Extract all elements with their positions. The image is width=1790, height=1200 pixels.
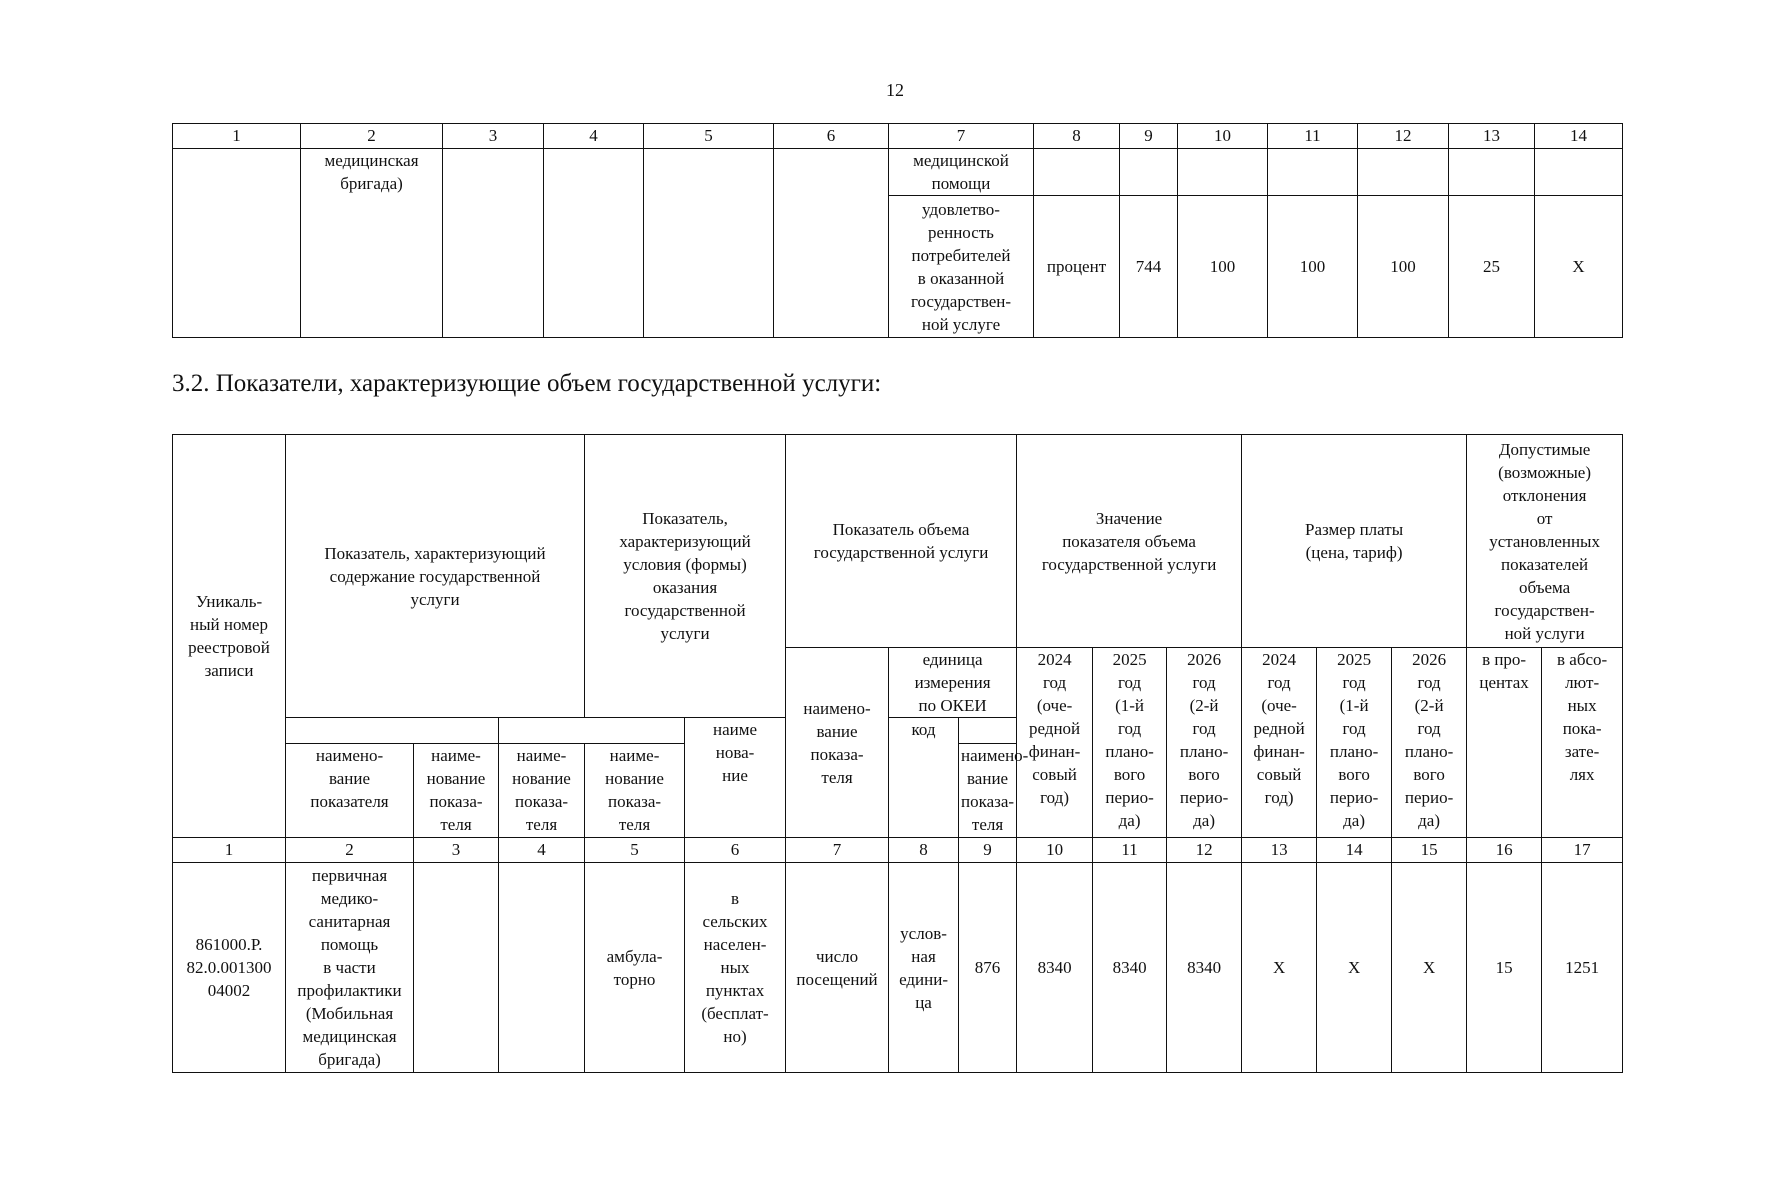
column-number: 9 — [959, 838, 1017, 863]
header-col14: 2025 год (1-й год плано- вого перио- да) — [1317, 648, 1392, 838]
table-cell: Х — [1535, 196, 1623, 338]
value-2024: 8340 — [1017, 863, 1093, 1073]
header-deviations: Допустимые (возможные) отклонения от установленных показателей объема государствен- ной услуги — [1467, 435, 1623, 648]
column-number: 15 — [1392, 838, 1467, 863]
volume-indicators-table — [172, 434, 1623, 1073]
column-number: 8 — [889, 838, 959, 863]
indicator-name: число посещений — [786, 863, 889, 1073]
table-cell: медицинской помощи — [889, 149, 1034, 196]
header-col9: код — [889, 718, 959, 838]
fee-2025: Х — [1317, 863, 1392, 1073]
column-number: 16 — [1467, 838, 1542, 863]
unit-code: 876 — [959, 863, 1017, 1073]
table-cell — [1358, 149, 1449, 196]
header-volume-value: Значение показателя объема государственной услуги — [1017, 435, 1242, 648]
column-number: 1 — [173, 838, 286, 863]
fee-2024: Х — [1242, 863, 1317, 1073]
column-number: 6 — [774, 124, 889, 149]
continuation-table — [172, 123, 1623, 338]
table-cell: процент — [1034, 196, 1120, 338]
header-fee: Размер платы (цена, тариф) — [1242, 435, 1467, 648]
table-row — [173, 863, 1623, 1073]
column-number: 14 — [1317, 838, 1392, 863]
column-number: 10 — [1178, 124, 1268, 149]
column-number: 7 — [786, 838, 889, 863]
table-cell — [1535, 149, 1623, 196]
table-row — [173, 149, 1623, 196]
column-number: 14 — [1535, 124, 1623, 149]
table-cell — [173, 149, 301, 338]
header-col11: 2025 год (1-й год плано- вого перио- да) — [1093, 648, 1167, 838]
value-2026: 8340 — [1167, 863, 1242, 1073]
column-number: 17 — [1542, 838, 1623, 863]
header-volume-indicator: Показатель объема государственной услуги — [786, 435, 1017, 648]
value-2025: 8340 — [1093, 863, 1167, 1073]
column-number: 10 — [1017, 838, 1093, 863]
column-number: 9 — [1120, 124, 1178, 149]
service-content: первичная медико- санитарная помощь в части профилактики (Мобильная медицинская бригада) — [286, 863, 414, 1073]
section-heading: 3.2. Показатели, характеризующие объем государственной услуги: — [172, 370, 882, 397]
header-col8: наиме нова- ние — [685, 718, 786, 838]
header-col10: 2024 год (оче- редной финан- совый год) — [1017, 648, 1093, 838]
table-cell — [414, 863, 499, 1073]
fee-2026: Х — [1392, 863, 1467, 1073]
table-cell: 100 — [1358, 196, 1449, 338]
header-col17: в абсо- лют- ных пока- зате- лях — [1542, 648, 1623, 838]
table-cell — [774, 149, 889, 338]
column-number: 6 — [685, 838, 786, 863]
header-col5: наиме- нование показа- теля — [585, 744, 685, 838]
table-cell: медицинская бригада) — [301, 149, 443, 338]
header-spacer — [499, 718, 685, 744]
header-col15: 2026 год (2-й год плано- вого перио- да) — [1392, 648, 1467, 838]
table-cell — [1120, 149, 1178, 196]
table-cell: 100 — [1268, 196, 1358, 338]
page-number: 12 — [886, 80, 904, 100]
header-col3: наиме- нование показа- теля — [414, 744, 499, 838]
header-row — [173, 435, 1623, 648]
column-number: 3 — [414, 838, 499, 863]
column-number: 7 — [889, 124, 1034, 149]
column-number: 11 — [1268, 124, 1358, 149]
table-cell: удовлетво- ренность потребителей в оказанной государствен- ной услуге — [889, 196, 1034, 338]
column-number: 13 — [1449, 124, 1535, 149]
column-number: 4 — [544, 124, 644, 149]
header-col4: наиме- нование показа- теля — [499, 744, 585, 838]
header-conditions-indicator: Показатель, характеризующий условия (формы) оказания государственной услуги — [585, 435, 786, 718]
header-col6: наимено- вание показа- теля — [959, 744, 1017, 838]
column-number: 12 — [1358, 124, 1449, 149]
table-cell — [644, 149, 774, 338]
column-number-row — [173, 124, 1623, 149]
service-condition: в сельских населен- ных пунктах (бесплат- но) — [685, 863, 786, 1073]
column-number: 8 — [1034, 124, 1120, 149]
table-cell: 25 — [1449, 196, 1535, 338]
deviation-absolute: 1251 — [1542, 863, 1623, 1073]
table-cell — [499, 863, 585, 1073]
table-cell — [1449, 149, 1535, 196]
header-col13: 2024 год (оче- редной финан- совый год) — [1242, 648, 1317, 838]
table-cell — [544, 149, 644, 338]
column-number-row — [173, 838, 1623, 863]
table-cell — [443, 149, 544, 338]
table-cell — [1268, 149, 1358, 196]
column-number: 13 — [1242, 838, 1317, 863]
column-number: 5 — [644, 124, 774, 149]
table-cell — [1034, 149, 1120, 196]
unit-name: услов- ная едини- ца — [889, 863, 959, 1073]
header-col12: 2026 год (2-й год плано- вого перио- да) — [1167, 648, 1242, 838]
registry-number: 861000.Р. 82.0.001300 04002 — [173, 863, 286, 1073]
column-number: 3 — [443, 124, 544, 149]
column-number: 2 — [286, 838, 414, 863]
header-col16: в про- центах — [1467, 648, 1542, 838]
column-number: 2 — [301, 124, 443, 149]
table-cell: 744 — [1120, 196, 1178, 338]
header-col2: наимено- вание показателя — [286, 744, 414, 838]
column-number: 12 — [1167, 838, 1242, 863]
header-content-indicator: Показатель, характеризующий содержание государственной услуги — [286, 435, 585, 718]
column-number: 4 — [499, 838, 585, 863]
header-okei-unit: единица измерения по ОКЕИ — [889, 648, 1017, 718]
table-cell — [1178, 149, 1268, 196]
column-number: 11 — [1093, 838, 1167, 863]
header-col7: наимено- вание показа- теля — [786, 648, 889, 838]
table-cell: 100 — [1178, 196, 1268, 338]
column-number: 5 — [585, 838, 685, 863]
deviation-percent: 15 — [1467, 863, 1542, 1073]
header-unique-number: Уникаль- ный номер реестровой записи — [173, 435, 286, 838]
header-spacer — [286, 718, 499, 744]
column-number: 1 — [173, 124, 301, 149]
service-form: амбула- торно — [585, 863, 685, 1073]
